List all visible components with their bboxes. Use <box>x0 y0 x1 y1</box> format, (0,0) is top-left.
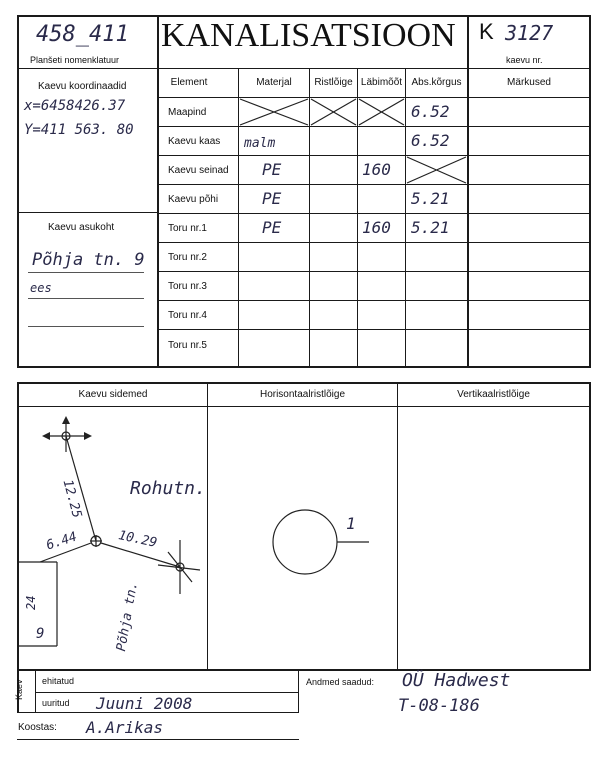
row-label-pipe2: Toru nr.2 <box>168 252 207 263</box>
ties-section-label: Kaevu sidemed <box>78 389 148 400</box>
row-label-pipe5: Toru nr.5 <box>168 340 207 351</box>
col-header-element: Element <box>170 77 208 88</box>
street-label-rohu: Rohutn. <box>130 478 206 499</box>
col-header-material: Materjal <box>256 77 292 88</box>
author-label: Koostas: <box>18 722 57 733</box>
page-title: KANALISATSIOON <box>161 17 456 54</box>
coordinates-label: Kaevu koordinaadid <box>38 81 127 92</box>
well-prefix: K <box>479 19 494 44</box>
cell-bottom-abs: 5.21 <box>411 189 450 208</box>
cell-pipe1-material: PE <box>262 218 282 237</box>
surveyed-label: uuritud <box>42 698 70 708</box>
footer-side-label: Kaev <box>14 679 24 700</box>
data-source-value1: OÜ Hadwest <box>402 670 511 691</box>
data-source-value2: T-08-186 <box>398 696 480 716</box>
dist-north-label: 12.25 <box>59 478 85 520</box>
surveyed-value: Juuni 2008 <box>96 694 193 713</box>
location-line1: Põhja tn. 9 <box>32 250 145 270</box>
cell-ground-abs: 6.52 <box>411 102 450 121</box>
data-source-label: Andmed saadud: <box>306 677 375 687</box>
dist-east-label: 10.29 <box>116 528 159 551</box>
col-header-section: Ristlõige <box>314 77 353 88</box>
col-header-diameter: Läbimõõt <box>360 77 403 88</box>
location-line2: ees <box>30 281 52 295</box>
location-label: Kaevu asukoht <box>48 222 115 233</box>
coordinate-x: x=6458426.37 <box>24 98 126 114</box>
cell-cover-abs: 6.52 <box>411 131 450 150</box>
built-label: ehitatud <box>42 676 75 686</box>
building-label: 24 <box>24 595 38 610</box>
row-label-ground: Maapind <box>168 107 207 118</box>
coordinate-y: Y=411 563. 80 <box>24 122 134 138</box>
building-number: 9 <box>36 626 45 642</box>
cell-walls-diameter: 160 <box>362 160 391 179</box>
well-number-value: 3127 <box>505 21 554 45</box>
row-label-walls: Kaevu seinad <box>168 165 229 176</box>
row-label-pipe3: Toru nr.3 <box>168 281 207 292</box>
sheet-nomenclature-value: 458_411 <box>36 22 129 47</box>
dist-west-label: 6.44 <box>44 529 79 554</box>
pipe-number-label: 1 <box>346 514 356 533</box>
cell-pipe1-diameter: 160 <box>362 218 391 237</box>
row-label-pipe1: Toru nr.1 <box>168 223 207 234</box>
well-number-label: kaevu nr. <box>506 55 543 65</box>
street-label-pohja: Põhja tn. <box>114 580 142 653</box>
vertical-section-label: Vertikaalristlõige <box>457 389 530 400</box>
cell-walls-material: PE <box>262 160 282 179</box>
col-header-notes: Märkused <box>507 77 551 88</box>
row-label-cover: Kaevu kaas <box>168 136 221 147</box>
sheet-nomenclature-label: Planšeti nomenklatuur <box>30 55 120 65</box>
cell-pipe1-abs: 5.21 <box>411 218 450 237</box>
cell-bottom-material: PE <box>262 189 282 208</box>
row-label-pipe4: Toru nr.4 <box>168 310 207 321</box>
horizontal-section-label: Horisontaalristlõige <box>259 389 346 400</box>
col-header-abs: Abs.kõrgus <box>411 77 462 88</box>
row-label-bottom: Kaevu põhi <box>168 194 219 205</box>
cell-cover-material: malm <box>244 136 276 151</box>
author-value: A.Arikas <box>86 718 164 737</box>
